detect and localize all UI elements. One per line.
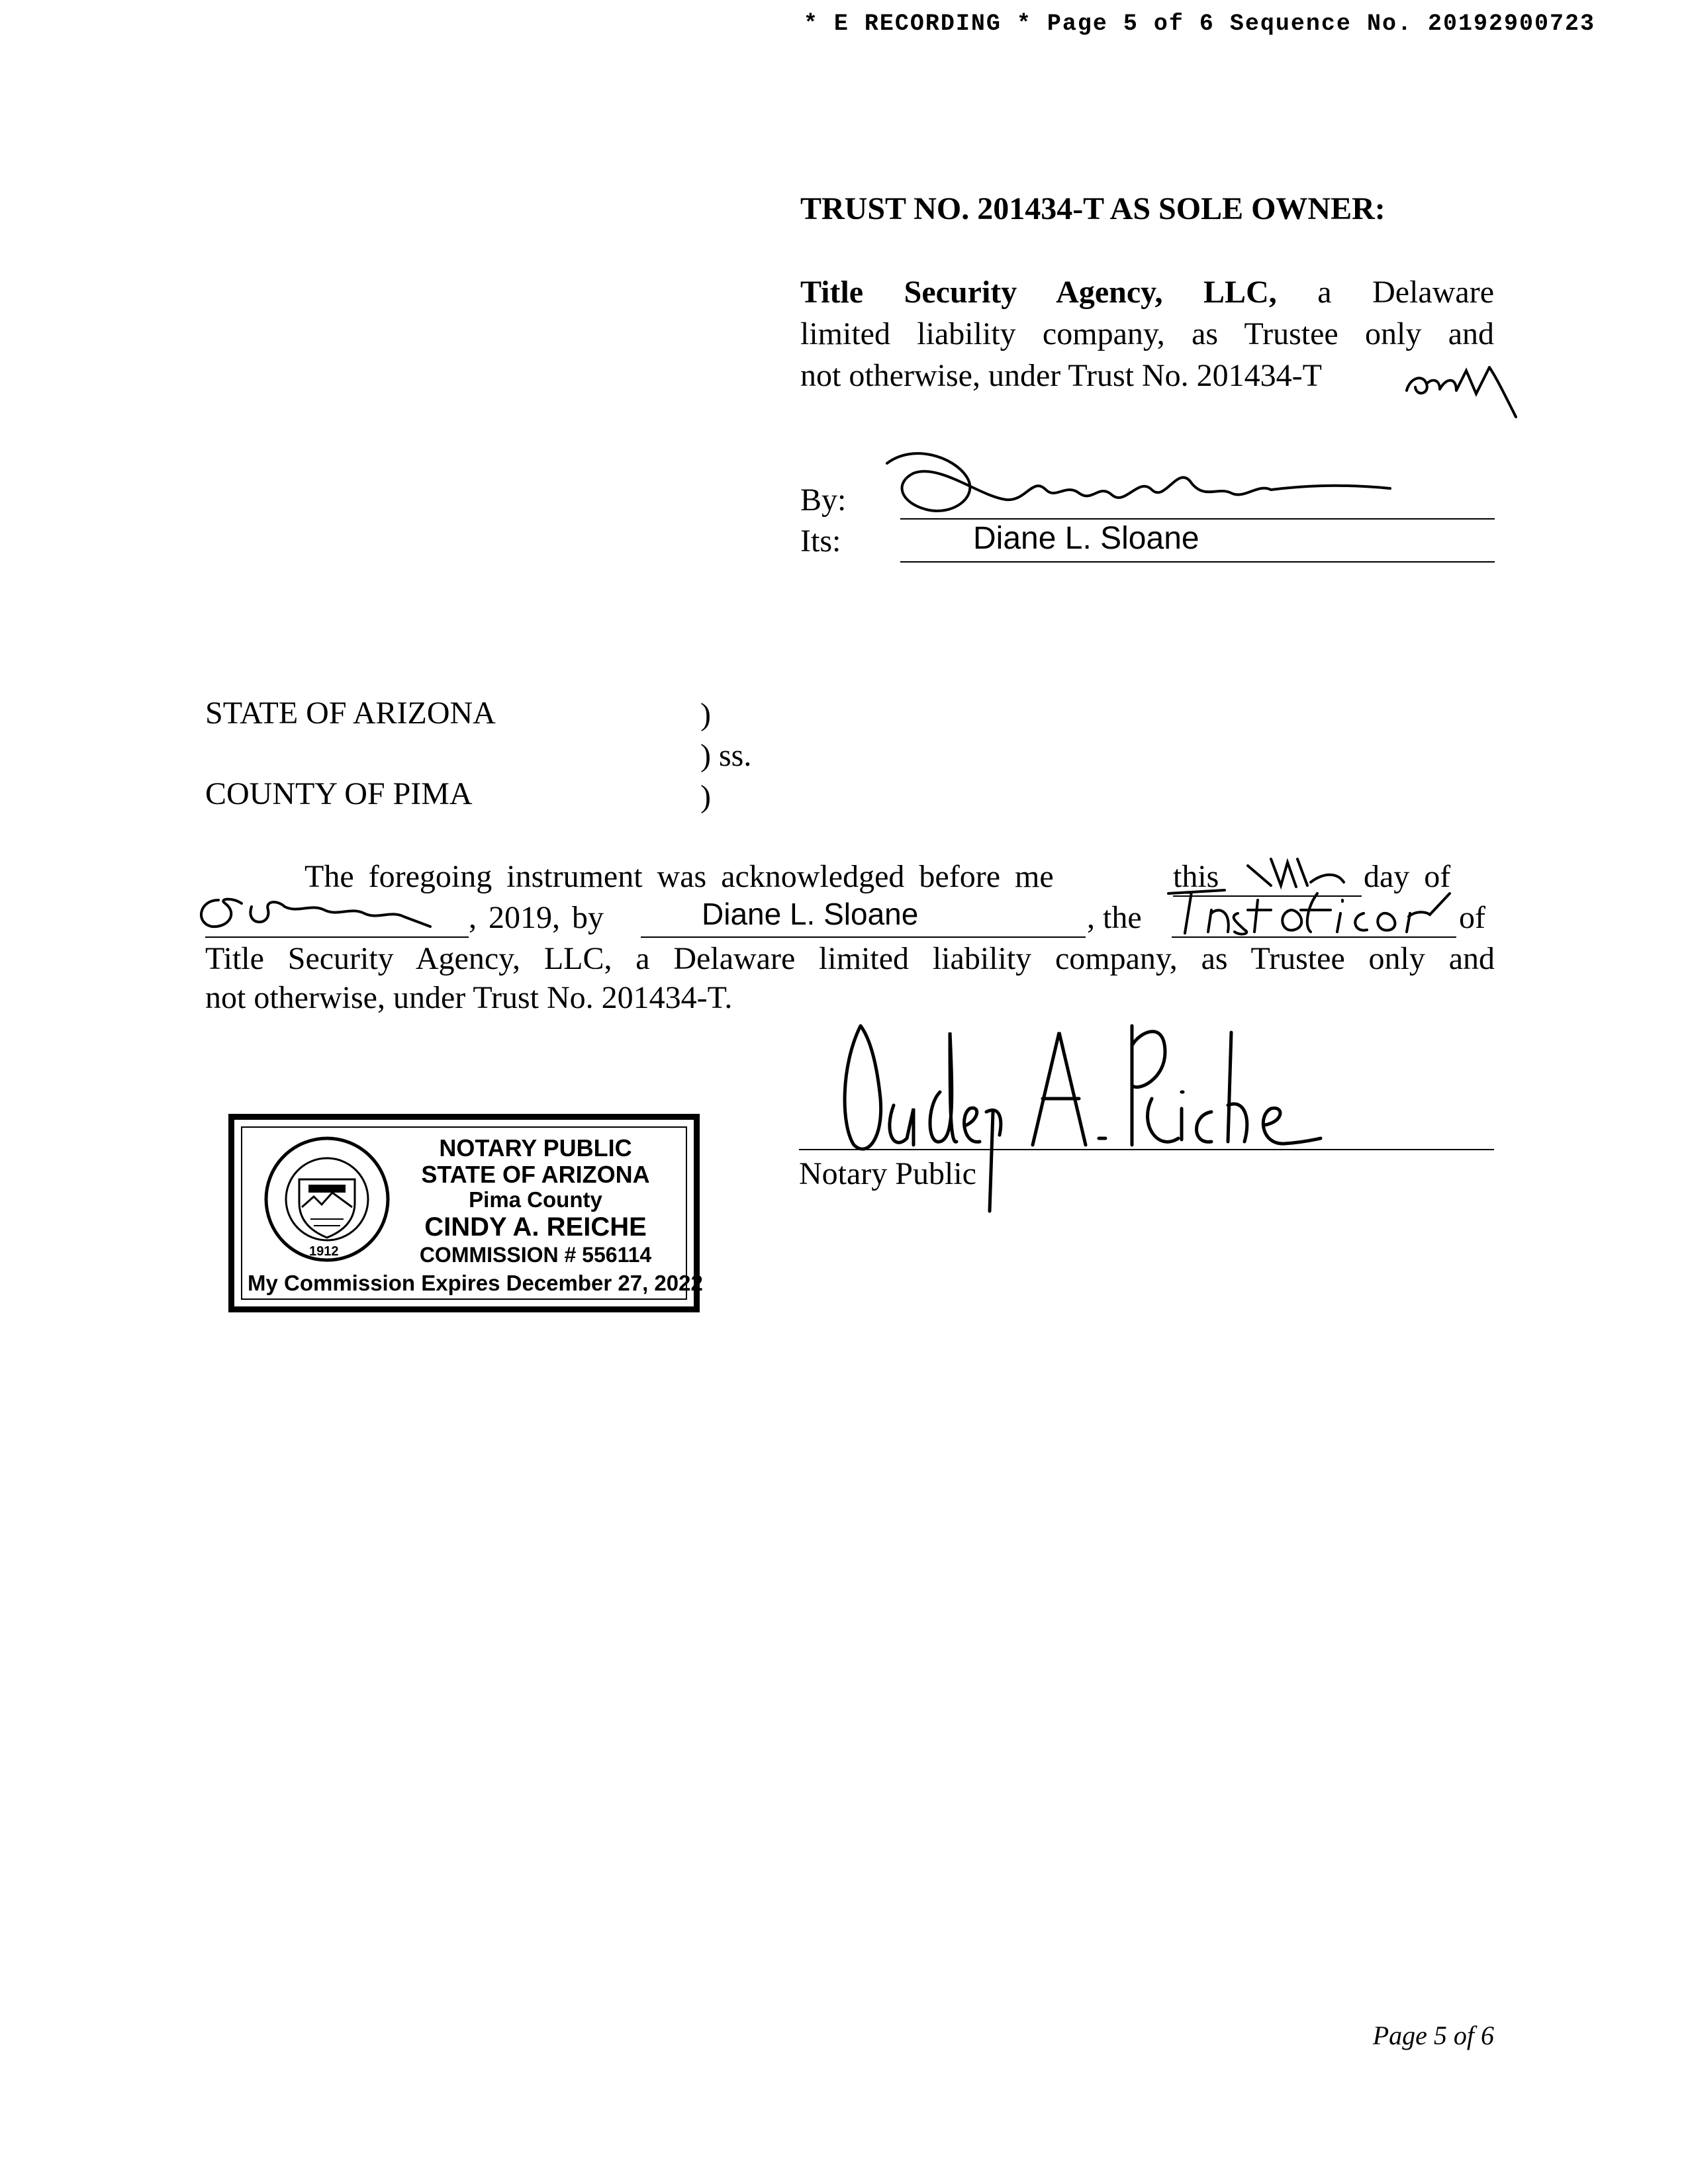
trust-heading: TRUST NO. 201434-T AS SOLE OWNER:: [800, 191, 1385, 226]
venue-state: STATE OF ARIZONA: [205, 696, 496, 731]
stamp-title: NOTARY PUBLIC: [439, 1134, 632, 1161]
stamp-expiration: My Commission Expires December 27, 2022: [248, 1271, 703, 1295]
stamp-commission: COMMISSION # 556114: [419, 1243, 652, 1267]
stamp-county: Pima County: [469, 1187, 602, 1212]
notary-stamp: [228, 1114, 703, 1312]
ack-line-1-start: The foregoing instrument was acknowledged before me: [305, 859, 1054, 894]
recording-header: * E RECORDING * Page 5 of 6 Sequence No. 20192900723: [803, 11, 1595, 37]
venue-county: COUNTY OF PIMA: [205, 776, 473, 811]
ack-day-of: day of: [1364, 859, 1451, 894]
ack-this: this: [1173, 859, 1219, 894]
ack-line-4: not otherwise, under Trust No. 201434-T.: [205, 980, 733, 1015]
venue-paren-top: ): [700, 697, 711, 732]
notary-signature-line: [799, 1149, 1494, 1150]
trustee-line-1: Title Security Agency, LLC, a Delaware: [800, 275, 1494, 310]
trustee-signature: [874, 437, 1403, 529]
trustee-line-3: not otherwise, under Trust No. 201434-T: [800, 358, 1322, 393]
ack-the: , the: [1087, 900, 1142, 935]
trustee-paragraph: [800, 271, 1494, 396]
trustee-line-2: limited liability company, as Trustee only and: [800, 316, 1494, 351]
signer-name: Diane L. Sloane: [973, 521, 1199, 556]
its-label: Its:: [800, 523, 841, 559]
page-footer: Page 5 of 6: [1372, 2021, 1494, 2050]
handwritten-only-mark: [1403, 351, 1523, 424]
handwritten-title: [1165, 880, 1463, 940]
notary-public-label: Notary Public: [799, 1156, 976, 1191]
signer-fill-line: [641, 936, 1086, 938]
stamp-state: STATE OF ARIZONA: [421, 1161, 650, 1188]
title-line: [900, 561, 1495, 563]
venue-ss: ) ss.: [700, 738, 752, 773]
company-name: Title Security Agency, LLC,: [800, 275, 1277, 310]
by-label: By:: [800, 482, 847, 518]
notary-signature: [821, 993, 1324, 1231]
stamp-seal-year: 1912: [309, 1244, 339, 1259]
ack-line-3: Title Security Agency, LLC, a Delaware limited liability company, as Trustee only and: [205, 941, 1495, 976]
handwritten-month: [192, 887, 477, 940]
venue-paren-bottom: ): [700, 779, 711, 814]
ack-signer-name: Diane L. Sloane: [702, 897, 919, 931]
stamp-notary-name: CINDY A. REICHE: [424, 1212, 647, 1242]
ack-year-by: , 2019, by: [469, 900, 604, 935]
ack-of: of: [1459, 900, 1485, 935]
